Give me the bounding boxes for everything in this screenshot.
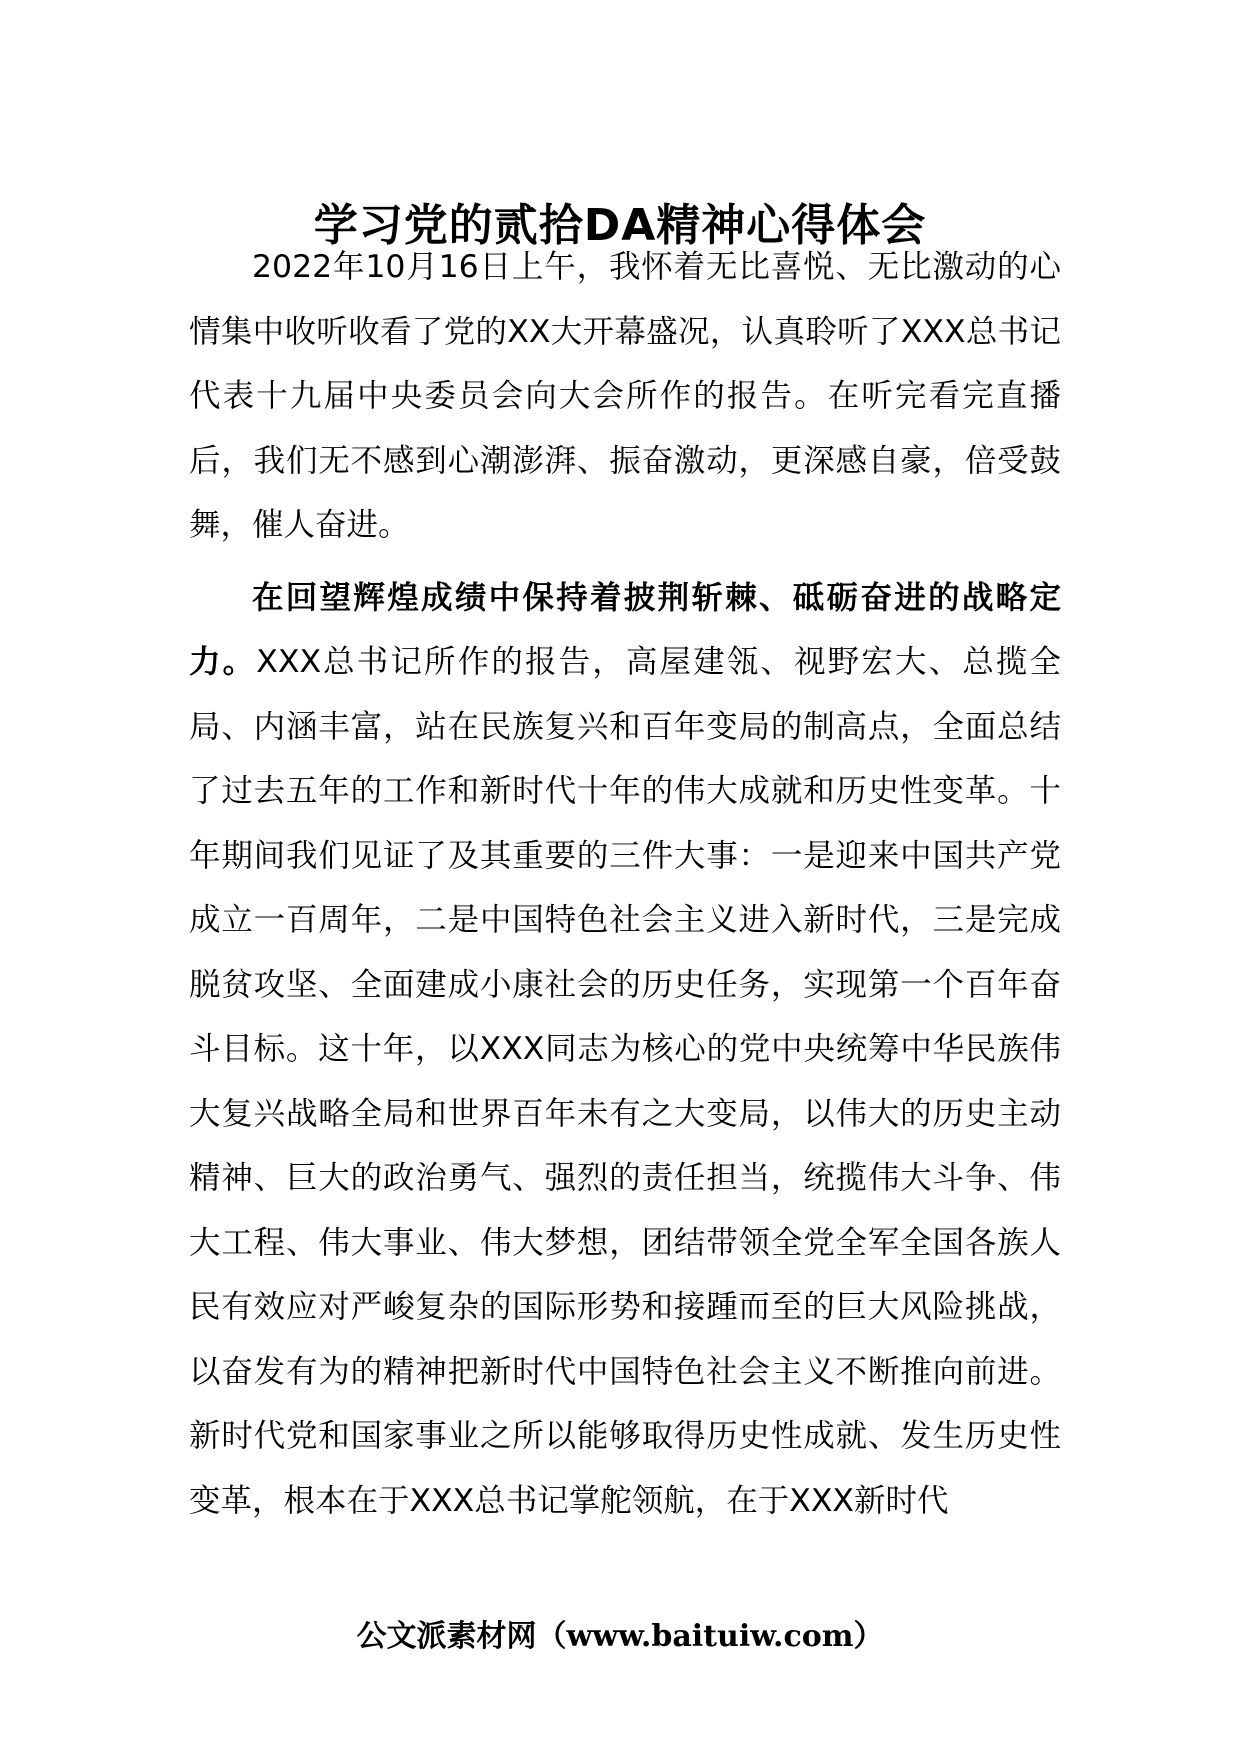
footer-watermark (0, 1612, 1240, 1662)
paragraph-strategic-focus-text: XXX总书记所作的报告，高屋建瓴、视野宏大、总揽全局、内涵丰富，站在民族复兴和百年变局的制高点，全面总结了过去五年的工作和新时代十年的伟大成就和历史性变革。十年期间我们见证了及其重要的三件大事：一是迎来中国共产党成立一百周年，二是中国特色社会主义进入新时代，三是完成脱贫攻坚、全面建成小康社会的历史任务，实现第一个百年奋斗目标。这十年，以XXX同志为核心的党中央统筹中华民族伟大复兴战略全局和世界百年未有之大变局，以伟大的历史主动精神、巨大的政治勇气、强烈的责任担当，统揽伟大斗争、伟大工程、伟大事业、伟大梦想，团结带领全党全军全国各族人民有效应对严峻复杂的国际形势和接踵而至的巨大风险挑战，以奋发有为的精神把新时代中国特色社会主义不断推向前进。新时代党和国家事业之所以能够取得历史性成就、发生历史性变革，根本在于XXX总书记掌舵领航，在于XXX新时代 (189, 644, 1061, 1519)
footer-site-name: 公文派素材网 (356, 1619, 537, 1654)
document-title: 学习党的贰拾DA精神心得体会 (313, 200, 927, 252)
paragraph-intro-text: 2022年10月16日上午，我怀着无比喜悦、无比激动的心情集中收听收看了党的XX大开幕盛况，认真聆听了XXX总书记代表十九届中央委员会向大会所作的报告。在听完看完直播后，我们无不感到心潮澎湃、振奋激动，更深感自豪，倍受鼓舞，催人奋进。 (189, 249, 1061, 543)
paragraph-strategic-focus (189, 566, 1061, 1534)
paragraph-intro (189, 235, 1061, 558)
footer-url: （www.baituiw.com） (536, 1619, 884, 1654)
paragraph-lead-heading: 在回望辉煌成绩中保持着披荆斩棘、砥砺奋进的战略定力。 (189, 579, 1061, 680)
document-body (189, 235, 1061, 1533)
